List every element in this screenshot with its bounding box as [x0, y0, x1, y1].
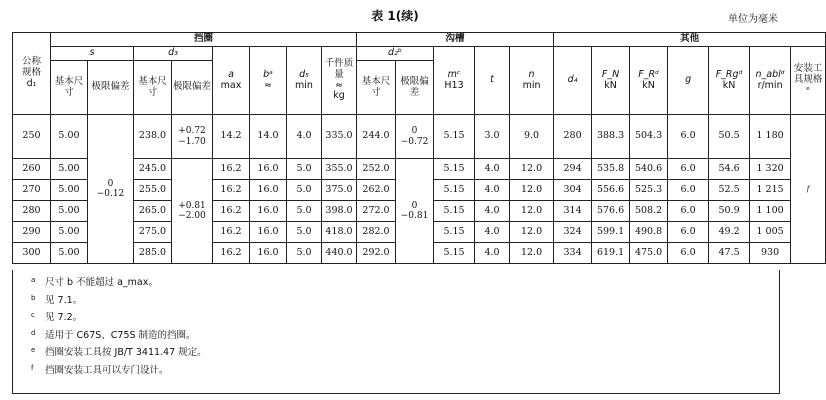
footnotes — [12, 270, 780, 394]
cell-s: 5.00 — [51, 180, 88, 201]
header-d2: d₂ᵇ — [357, 47, 434, 61]
header-d2-deviation: 极限偏差 — [396, 61, 434, 115]
cell-fr: 504.3 — [630, 115, 668, 159]
cell-t: 3.0 — [475, 115, 510, 159]
cell-d5: 5.0 — [287, 222, 322, 243]
cell-d5: 4.0 — [287, 115, 322, 159]
footnote-a: $^a$ 尺寸 b 不能超过 a_max。 — [31, 276, 158, 288]
cell-d3: 285.0 — [134, 243, 172, 264]
cell-t: 4.0 — [475, 201, 510, 222]
cell-g: 6.0 — [668, 222, 709, 243]
cell-t: 4.0 — [475, 180, 510, 201]
cell-frg: 52.5 — [709, 180, 750, 201]
header-d3: d₃ — [134, 47, 213, 61]
header-s: s — [51, 47, 134, 61]
cell-s: 5.00 — [51, 115, 88, 159]
header-m: mᶜ H13 — [434, 47, 475, 115]
cell-m: 5.15 — [434, 222, 475, 243]
cell-t: 4.0 — [475, 222, 510, 243]
cell-a: 14.2 — [213, 115, 250, 159]
cell-fn: 599.1 — [592, 222, 630, 243]
cell-d3: 265.0 — [134, 201, 172, 222]
header-fr: F_Rᵈ kN — [630, 47, 668, 115]
cell-fr: 508.2 — [630, 201, 668, 222]
header-groove: 沟槽 — [357, 33, 554, 47]
cell-n: 12.0 — [510, 180, 554, 201]
cell-n: 12.0 — [510, 201, 554, 222]
cell-n: 12.0 — [510, 222, 554, 243]
cell-b: 16.0 — [250, 243, 287, 264]
cell-m: 5.15 — [434, 201, 475, 222]
header-d5: d₅ min — [287, 47, 322, 115]
header-s-basic: 基本尺寸 — [51, 61, 88, 115]
cell-m: 5.15 — [434, 180, 475, 201]
cell-nabl: 1 180 — [750, 115, 791, 159]
header-frg: F_Rgᵈ kN — [709, 47, 750, 115]
cell-s: 5.00 — [51, 159, 88, 180]
cell-d2: 262.0 — [357, 180, 396, 201]
cell-frg: 50.9 — [709, 201, 750, 222]
spec-table — [12, 32, 826, 264]
cell-g: 6.0 — [668, 243, 709, 264]
cell-d3: 275.0 — [134, 222, 172, 243]
header-n: n min — [510, 47, 554, 115]
cell-fn: 388.3 — [592, 115, 630, 159]
cell-d5: 5.0 — [287, 243, 322, 264]
header-other: 其他 — [554, 33, 826, 47]
footnote-e: $^e$ 挡圈安装工具按 JB/T 3411.47 规定。 — [31, 346, 207, 358]
cell-n: 9.0 — [510, 115, 554, 159]
header-d3-deviation: 极限偏差 — [172, 61, 213, 115]
cell-d5: 5.0 — [287, 201, 322, 222]
footnote-f: $^f$ 挡圈安装工具可以专门设计。 — [31, 363, 169, 376]
cell-fr: 525.3 — [630, 180, 668, 201]
cell-d1: 300 — [13, 243, 51, 264]
cell-tool: f — [791, 115, 826, 264]
cell-d4: 280 — [554, 115, 592, 159]
cell-d1: 260 — [13, 159, 51, 180]
cell-s: 5.00 — [51, 222, 88, 243]
footnote-d: $^d$ 适用于 C67S、C75S 制造的挡圈。 — [31, 328, 196, 341]
header-d4: d₄ — [554, 47, 592, 115]
cell-d1: 290 — [13, 222, 51, 243]
cell-d1: 250 — [13, 115, 51, 159]
cell-frg: 47.5 — [709, 243, 750, 264]
cell-fn: 556.6 — [592, 180, 630, 201]
cell-fr: 490.8 — [630, 222, 668, 243]
cell-d1: 280 — [13, 201, 51, 222]
cell-d2: 272.0 — [357, 201, 396, 222]
cell-nabl: 930 — [750, 243, 791, 264]
footnote-b: $^b$ 见 7.1。 — [31, 293, 83, 306]
cell-d5: 5.0 — [287, 159, 322, 180]
cell-d4: 324 — [554, 222, 592, 243]
cell-fr: 475.0 — [630, 243, 668, 264]
cell-mass: 440.0 — [322, 243, 357, 264]
cell-g: 6.0 — [668, 180, 709, 201]
cell-d2-tolerance-1: 0 −0.72 — [396, 115, 434, 159]
cell-t: 4.0 — [475, 243, 510, 264]
cell-d3-tolerance-2: +0.81 −2.00 — [172, 159, 213, 264]
header-tool: 安装工具规格ᵉ — [791, 47, 826, 115]
cell-fr: 540.6 — [630, 159, 668, 180]
cell-nabl: 1 005 — [750, 222, 791, 243]
cell-g: 6.0 — [668, 115, 709, 159]
cell-b: 14.0 — [250, 115, 287, 159]
header-g: g — [668, 47, 709, 115]
cell-s: 5.00 — [51, 243, 88, 264]
cell-d5: 5.0 — [287, 180, 322, 201]
cell-a: 16.2 — [213, 159, 250, 180]
cell-d3: 255.0 — [134, 180, 172, 201]
cell-mass: 375.0 — [322, 180, 357, 201]
cell-b: 16.0 — [250, 180, 287, 201]
cell-d2: 292.0 — [357, 243, 396, 264]
header-b: bᵃ ≈ — [250, 47, 287, 115]
header-nominal-size: 公称 规格 d₁ — [13, 33, 51, 115]
cell-frg: 54.6 — [709, 159, 750, 180]
header-a: a max — [213, 47, 250, 115]
cell-nabl: 1 320 — [750, 159, 791, 180]
cell-mass: 418.0 — [322, 222, 357, 243]
cell-d4: 294 — [554, 159, 592, 180]
cell-a: 16.2 — [213, 180, 250, 201]
cell-t: 4.0 — [475, 159, 510, 180]
cell-d2-tolerance-2: 0 −0.81 — [396, 159, 434, 264]
cell-d2: 282.0 — [357, 222, 396, 243]
header-d3-basic: 基本尺寸 — [134, 61, 172, 115]
cell-mass: 355.0 — [322, 159, 357, 180]
cell-mass: 398.0 — [322, 201, 357, 222]
cell-d2: 252.0 — [357, 159, 396, 180]
table-row — [13, 159, 826, 180]
cell-d4: 304 — [554, 180, 592, 201]
cell-a: 16.2 — [213, 201, 250, 222]
header-fn: F_N kN — [592, 47, 630, 115]
cell-m: 5.15 — [434, 159, 475, 180]
cell-fn: 535.8 — [592, 159, 630, 180]
header-nabl: n_ablᵈ r/min — [750, 47, 791, 115]
cell-m: 5.15 — [434, 243, 475, 264]
header-mass: 千件质量 ≈ kg — [322, 47, 357, 115]
cell-frg: 50.5 — [709, 115, 750, 159]
cell-d3: 245.0 — [134, 159, 172, 180]
header-t: t — [475, 47, 510, 115]
cell-d4: 314 — [554, 201, 592, 222]
cell-d3: 238.0 — [134, 115, 172, 159]
cell-b: 16.0 — [250, 159, 287, 180]
cell-frg: 49.2 — [709, 222, 750, 243]
cell-s-tolerance: 0 −0.12 — [88, 115, 134, 264]
cell-b: 16.0 — [250, 222, 287, 243]
cell-fn: 576.6 — [592, 201, 630, 222]
cell-m: 5.15 — [434, 115, 475, 159]
cell-s: 5.00 — [51, 201, 88, 222]
cell-d1: 270 — [13, 180, 51, 201]
cell-n: 12.0 — [510, 159, 554, 180]
cell-n: 12.0 — [510, 243, 554, 264]
cell-g: 6.0 — [668, 201, 709, 222]
cell-a: 16.2 — [213, 243, 250, 264]
cell-a: 16.2 — [213, 222, 250, 243]
header-retaining-ring: 挡圈 — [51, 33, 357, 47]
cell-mass: 335.0 — [322, 115, 357, 159]
cell-nabl: 1 100 — [750, 201, 791, 222]
cell-d4: 334 — [554, 243, 592, 264]
cell-d3-tolerance-1: +0.72 −1.70 — [172, 115, 213, 159]
table-row — [13, 115, 826, 159]
cell-fn: 619.1 — [592, 243, 630, 264]
header-d2-basic: 基本尺寸 — [357, 61, 396, 115]
cell-b: 16.0 — [250, 201, 287, 222]
footnote-c: $^c$ 见 7.2。 — [31, 311, 83, 323]
unit-label: 单位为毫米 — [728, 14, 778, 25]
header-s-deviation: 极限偏差 — [88, 61, 134, 115]
table-title: 表 1(续) — [371, 9, 419, 23]
cell-g: 6.0 — [668, 159, 709, 180]
cell-d2: 244.0 — [357, 115, 396, 159]
cell-nabl: 1 215 — [750, 180, 791, 201]
